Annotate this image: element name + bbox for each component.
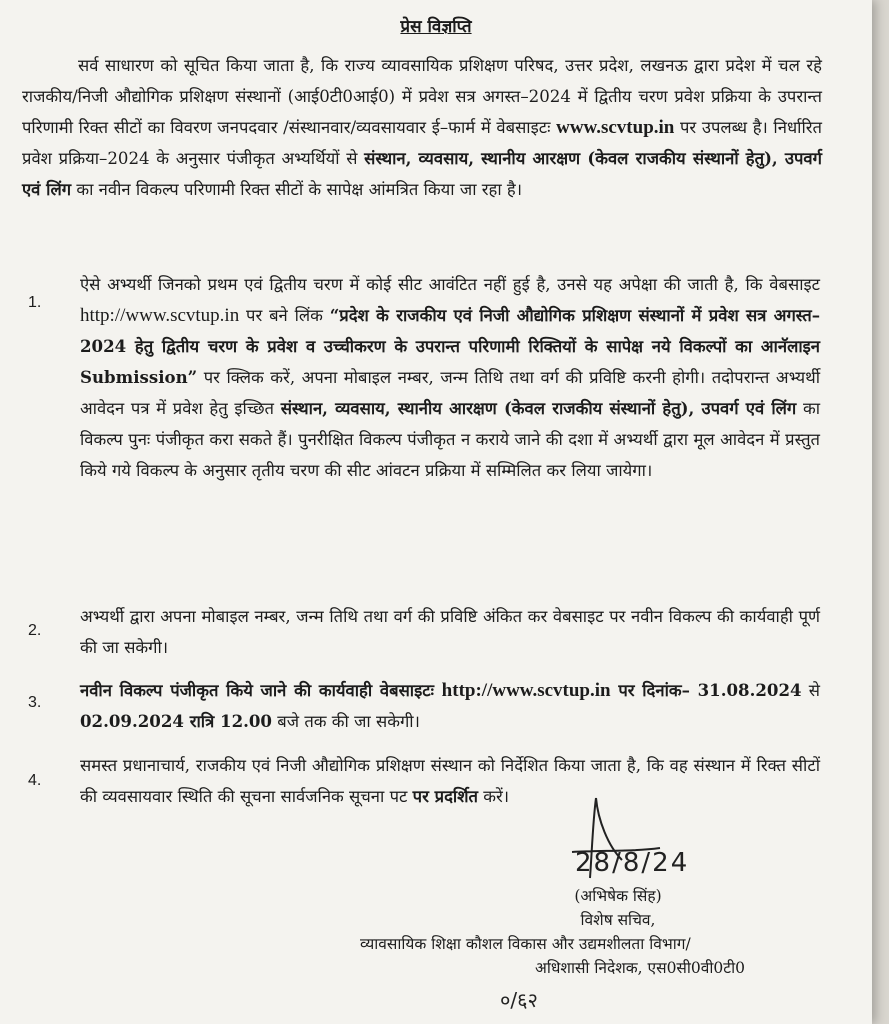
item-4-text	[80, 750, 820, 812]
item-2-number: 2.	[28, 622, 42, 639]
intro-website: www.scvtup.in	[556, 117, 675, 138]
page-title: प्रेस विज्ञप्ति	[400, 17, 472, 37]
item-4-bold-1: पर प्रदर्शित	[412, 786, 478, 806]
item-2-text	[80, 601, 820, 663]
signature-date: 28/8/24	[575, 848, 690, 878]
item-3-text-1: से	[801, 681, 820, 700]
signatory-role: अधिशासी निदेशक, एस0सी0वी0टी0	[535, 959, 745, 977]
item-1-number: 1.	[28, 294, 42, 311]
intro-paragraph	[22, 50, 822, 205]
item-2-text-1: अभ्यर्थी द्वारा अपना मोबाइल नम्बर, जन्म तिथि तथा वर्ग की प्रविष्टि अंकित कर वेबसाइट पर नवीन विकल्प की कार्यवाही पूर्ण की जा सकेगी।	[80, 607, 820, 657]
intro-text-1: सर्व साधारण को सूचित किया जाता है, कि राज्य व्यावसायिक प्रशिक्षण परिषद, उत्तर प्रदेश, लखनऊ द्वारा प्रदेश में चल रहे राजकीय/निजी औद्योगिक प्रशिक्षण संस्थानों (आई0टी0आई0) में प्रवेश सत्र अगस्त–2024 में द्वितीय चरण प्रवेश प्रक्रिया के उपरान्त परिणामी रिक्त सीटों का विवरण जनपदवार /संस्थानवार/व्यवसायवार ई–फार्म में वेबसाइटः	[22, 56, 822, 137]
item-3-number: 3.	[28, 694, 42, 711]
item-3-text-2: बजे तक की जा सकेगी।	[271, 712, 420, 731]
item-1-text	[80, 269, 820, 486]
item-3-text	[80, 675, 820, 737]
item-1-bold-options: संस्थान, व्यवसाय, स्थानीय आरक्षण (केवल राजकीय संस्थानों हेतु), उपवर्ग एवं लिंग	[280, 398, 797, 418]
item-3-bold-3: 02.09.2024 रात्रि 12.00	[80, 711, 272, 731]
intro-text-3: का नवीन विकल्प परिणामी रिक्त सीटों के सापेक्ष आंमत्रित किया जा रहा है।	[71, 180, 523, 199]
item-3-website: http://www.scvtup.in	[441, 680, 611, 701]
signatory-name: (अभिषेक सिंह)	[574, 887, 662, 905]
handwritten-initials: ०/६२	[500, 988, 538, 1012]
item-4-number: 4.	[28, 772, 42, 789]
item-1-text-3: पर क्लिक करें, अपना मोबाइल नम्बर, जन्म तिथि तथा वर्ग की प्रविष्टि करनी होगी। तदोपरान्त अभ्यर्थी आवेदन पत्र में प्रवेश हेतु इच्छित	[80, 368, 820, 418]
item-4-text-2: करें।	[477, 787, 510, 806]
item-3-bold-1: नवीन विकल्प पंजीकृत किये जाने की कार्यवाही वेबसाइटः	[80, 680, 442, 700]
signatory-designation: विशेष सचिव,	[580, 911, 656, 929]
item-3-bold-2: पर दिनांक– 31.08.2024	[610, 680, 802, 700]
intro-text-2: पर उपलब्ध है। निर्धारित प्रवेश प्रक्रिया–2024 के अनुसार पंजीकृत अभ्यर्थियों से	[22, 118, 822, 168]
signatory-department: व्यावसायिक शिक्षा कौशल विकास और उद्यमशीलता विभाग/	[360, 935, 691, 953]
item-1-text-2: पर बने लिंक	[239, 306, 330, 325]
item-1-website: http://www.scvtup.in	[80, 305, 240, 326]
intro-bold-options: संस्थान, व्यवसाय, स्थानीय आरक्षण (केवल राजकीय संस्थानों हेतु), उपवर्ग एवं लिंग	[22, 148, 822, 199]
item-1-text-4: का विकल्प पुनः पंजीकृत करा सकते हैं। पुनरीक्षित विकल्प पंजीकृत न कराये जाने की दशा में अभ्यर्थी द्वारा मूल आवेदन में प्रस्तुत किये गये विकल्प के अनुसार तृतीय चरण की सीट आंवटन प्रक्रिया में सम्मिलित कर लिया जायेगा।	[80, 399, 820, 480]
item-1-text-1: ऐसे अभ्यर्थी जिनको प्रथम एवं द्वितीय चरण में कोई सीट आवंटित नहीं हुई है, उनसे यह अपेक्षा की जाती है, कि वेबसाइट	[80, 275, 820, 294]
item-1-link-name: “प्रदेश के राजकीय एवं निजी औद्योगिक प्रशिक्षण संस्थानों में प्रवेश सत्र अगस्त–2024 हेतु द्वितीय चरण के प्रवेश व उच्चीकरण के उपरान्त परिणामी रिक्तियों के सापेक्ष नये विकल्पों का आनॅलाइन Submission”	[80, 305, 820, 387]
item-4-text-1: समस्त प्रधानाचार्य, राजकीय एवं निजी औद्योगिक प्रशिक्षण संस्थान को निर्देशित किया जाता है, कि वह संस्थान में रिक्त सीटों की व्यवसायवार स्थिति की सूचना सार्वजनिक सूचना पट	[80, 756, 820, 806]
